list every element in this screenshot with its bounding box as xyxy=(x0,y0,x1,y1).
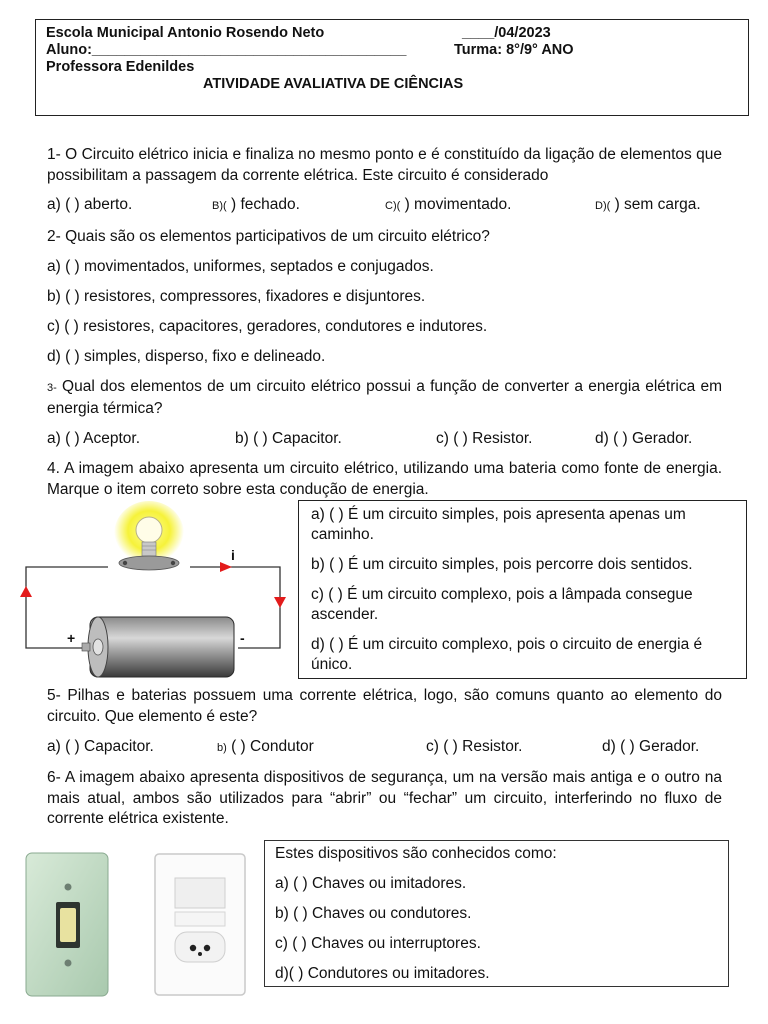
q5-option-b[interactable] xyxy=(217,737,314,758)
q4-option-d[interactable]: d) ( ) É um circuito complexo, pois o circuito de energia é único. xyxy=(311,636,703,673)
q6-option-c[interactable]: c) ( ) Chaves ou interruptores. xyxy=(275,935,481,952)
question-6-options-box xyxy=(264,840,729,987)
class-field: Turma: 8°/9° ANO xyxy=(454,42,574,58)
q3-option-c[interactable]: c) ( ) Resistor. xyxy=(436,430,533,447)
q2-option-a[interactable]: a) ( ) movimentados, uniformes, septados e conjugados. xyxy=(47,258,434,275)
q6-prompt: Estes dispositivos são conhecidos como: xyxy=(275,845,557,862)
q6-option-d[interactable]: d)( ) Condutores ou imitadores. xyxy=(275,965,490,982)
q1-option-c-letter: C)( xyxy=(385,200,401,212)
q1-option-c[interactable] xyxy=(385,195,511,216)
battery-icon xyxy=(82,617,234,677)
q1-option-d-label: ) sem carga. xyxy=(610,196,701,213)
q4-option-c[interactable]: c) ( ) É um circuito complexo, pois a lâmpada consegue ascender. xyxy=(311,586,693,623)
q4-option-a[interactable]: a) ( ) É um circuito simples, pois apresenta apenas um caminho. xyxy=(311,506,686,543)
date-field: ____/04/2023 xyxy=(462,25,551,41)
q2-option-d[interactable]: d) ( ) simples, disperso, fixo e delineado. xyxy=(47,348,326,365)
old-switch-icon xyxy=(22,850,112,1000)
q3-option-b[interactable]: b) ( ) Capacitor. xyxy=(235,430,342,447)
q5-option-a[interactable]: a) ( ) Capacitor. xyxy=(47,738,154,755)
q5-option-c[interactable]: c) ( ) Resistor. xyxy=(426,738,523,755)
q4-option-b[interactable]: b) ( ) É um circuito simples, pois percorre dois sentidos. xyxy=(311,556,693,573)
negative-terminal-label: - xyxy=(240,630,245,646)
question-5-text: 5- Pilhas e baterias possuem uma corrente elétrica, logo, são comuns quanto ao elemento do circuito. Que elemento é este? xyxy=(47,687,722,725)
question-4-text: 4. A imagem abaixo apresenta um circuito elétrico, utilizando uma bateria como fonte de energia. Marque o item correto sobre esta condução de energia. xyxy=(47,460,722,498)
question-2-text: 2- Quais são os elementos participativos de um circuito elétrico? xyxy=(47,228,490,245)
school-name: Escola Municipal Antonio Rosendo Neto xyxy=(46,25,325,41)
question-3-text xyxy=(47,377,722,419)
q3-option-d[interactable]: d) ( ) Gerador. xyxy=(595,430,693,447)
question-3-body: Qual dos elementos de um circuito elétrico possui a função de converter a energia elétrica em energia térmica? xyxy=(47,378,722,417)
q6-option-b[interactable]: b) ( ) Chaves ou condutores. xyxy=(275,905,472,922)
question-4-options-box xyxy=(298,500,747,679)
q5-option-d[interactable]: d) ( ) Gerador. xyxy=(602,738,700,755)
question-1-text: 1- O Circuito elétrico inicia e finaliza no mesmo ponto e é constituído da ligação de elementos que possibilitam a passagem da corrente elétrica. Este circuito é considerado xyxy=(47,146,722,184)
q2-option-c[interactable]: c) ( ) resistores, capacitores, geradores, condutores e indutores. xyxy=(47,318,488,335)
q1-option-b-label: ) fechado. xyxy=(226,196,300,213)
q1-option-a[interactable]: a) ( ) aberto. xyxy=(47,196,133,213)
student-field: Aluno:_______________________________________ xyxy=(46,42,407,58)
question-3-number: 3- xyxy=(47,382,57,394)
teacher-field: Professora Edenildes xyxy=(46,59,195,75)
modern-switch-icon xyxy=(153,852,247,997)
q5-option-b-label: ( ) Condutor xyxy=(226,738,314,755)
question-6-text: 6- A imagem abaixo apresenta dispositivos de segurança, um na versão mais antiga e o outro na mais atual, ambos são utilizados para “abrir” ou “fechar” um circuito, interferindo no fluxo de corrente elétrica existente. xyxy=(47,769,722,827)
positive-terminal-label: + xyxy=(67,630,76,646)
light-bulb-icon xyxy=(114,501,184,570)
q2-option-b[interactable]: b) ( ) resistores, compressores, fixadores e disjuntores. xyxy=(47,288,426,305)
q1-option-b[interactable] xyxy=(212,195,300,216)
q6-option-a[interactable]: a) ( ) Chaves ou imitadores. xyxy=(275,875,467,892)
q1-option-d[interactable] xyxy=(595,195,701,216)
q1-option-d-letter: D)( xyxy=(595,200,611,212)
current-label: i xyxy=(231,547,235,563)
q1-option-b-letter: B)( xyxy=(212,200,227,212)
q5-option-b-letter: b) xyxy=(217,742,227,754)
q3-option-a[interactable]: a) ( ) Aceptor. xyxy=(47,430,141,447)
page-title: ATIVIDADE AVALIATIVA DE CIÊNCIAS xyxy=(203,76,464,92)
electric-circuit-illustration xyxy=(18,500,298,685)
q1-option-c-label: ) movimentado. xyxy=(400,196,512,213)
